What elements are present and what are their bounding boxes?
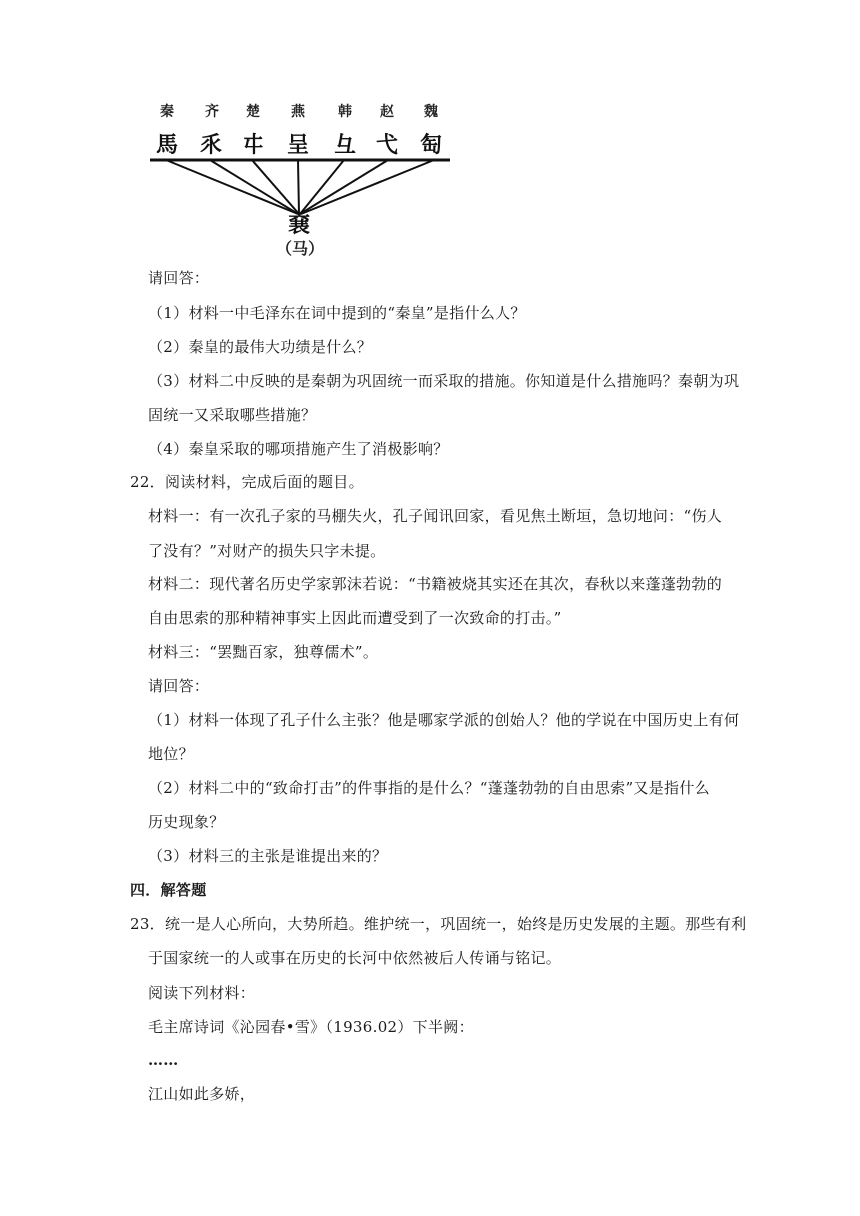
q23-prompt: 阅读下列材料： (148, 984, 256, 1002)
q21-sub3-line2: 固统一又采取哪些措施？ (148, 406, 317, 424)
q22-material2-line2: 自由思索的那种精神事实上因此而遭受到了一次致命的打击。” (148, 609, 562, 627)
q21-prompt: 请回答： (148, 269, 210, 287)
ancient-glyph-han: 彑 (334, 132, 357, 158)
q22-material1-line1: 材料一：有一次孔子家的马棚失火，孔子闻讯回家，看见焦土断垣，急切地问：“伤人 (148, 507, 723, 525)
q22-sub3: （3）材料三的主张是谁提出来的？ (148, 847, 388, 865)
q22-sub2-line1: （2）材料二中的“致命打击”的件事指的是什么？“蓬蓬勃勃的自由思索”又是指什么 (148, 779, 710, 797)
state-label-yan: 燕 (291, 104, 305, 120)
q21-sub3-line1: （3）材料二中反映的是秦朝为巩固统一而采取的措施。你知道是什么措施吗？秦朝为巩 (148, 372, 740, 390)
q22-sub2-line2: 历史现象？ (148, 813, 225, 831)
section-heading: 四．解答题 (130, 881, 207, 899)
state-label-qi: 齐 (205, 104, 219, 120)
q21-sub1: （1）材料一中毛泽东在词中提到的“秦皇”是指什么人？ (148, 304, 526, 322)
q21-sub4: （4）秦皇采取的哪项措施产生了消极影响？ (148, 440, 449, 458)
state-label-qin: 秦 (160, 104, 174, 120)
q23-line2: 于国家统一的人或事在历史的长河中依然被后人传诵与铭记。 (148, 949, 562, 967)
q22-material3: 材料三：“罢黜百家，独尊儒术”。 (148, 643, 379, 661)
ancient-glyph-yan: 呈 (287, 132, 310, 158)
state-label-wei: 魏 (424, 104, 438, 120)
q23-poem-intro: 毛主席诗词《沁园春•雪》（1936.02）下半阙： (148, 1018, 474, 1036)
figure-caption: （马） (276, 239, 325, 258)
q22-sub1-line2: 地位？ (148, 745, 194, 763)
q23-poem-line1: 江山如此多娇， (148, 1085, 256, 1103)
ancient-glyph-wei: 匋 (420, 132, 443, 158)
q22-material1-line2: 了没有？”对财产的损失只字未提。 (148, 542, 386, 560)
ancient-glyph-zhao: 弋 (376, 132, 399, 158)
converging-lines (166, 160, 434, 214)
q22-material2-line1: 材料二：现代著名历史学家郭沫若说：“书籍被烧其实还在其次，春秋以来蓬蓬勃勃的 (148, 575, 723, 593)
unified-glyph: 㐮 (288, 212, 311, 238)
q22-prompt: 请回答： (148, 677, 210, 695)
state-label-zhao: 赵 (380, 104, 394, 120)
script-unification-diagram (148, 96, 458, 260)
q22-sub1-line1: （1）材料一体现了孔子什么主张？他是哪家学派的创始人？他的学说在中国历史上有何 (148, 711, 740, 729)
script-unification-figure (148, 96, 458, 260)
ancient-glyph-chu: 㐄 (242, 132, 265, 158)
ancient-glyph-qin: 馬 (156, 132, 179, 158)
state-label-han: 韩 (338, 104, 352, 120)
q23-ellipsis: …… (148, 1051, 179, 1069)
ancient-glyph-qi: 乑 (200, 132, 223, 158)
q21-sub2: （2）秦皇的最伟大功绩是什么？ (148, 338, 373, 356)
q23-line1: 23．统一是人心所向，大势所趋。维护统一，巩固统一，始终是历史发展的主题。那些有利 (130, 915, 747, 933)
q22-heading: 22．阅读材料，完成后面的题目。 (130, 473, 364, 491)
state-label-chu: 楚 (246, 104, 260, 120)
